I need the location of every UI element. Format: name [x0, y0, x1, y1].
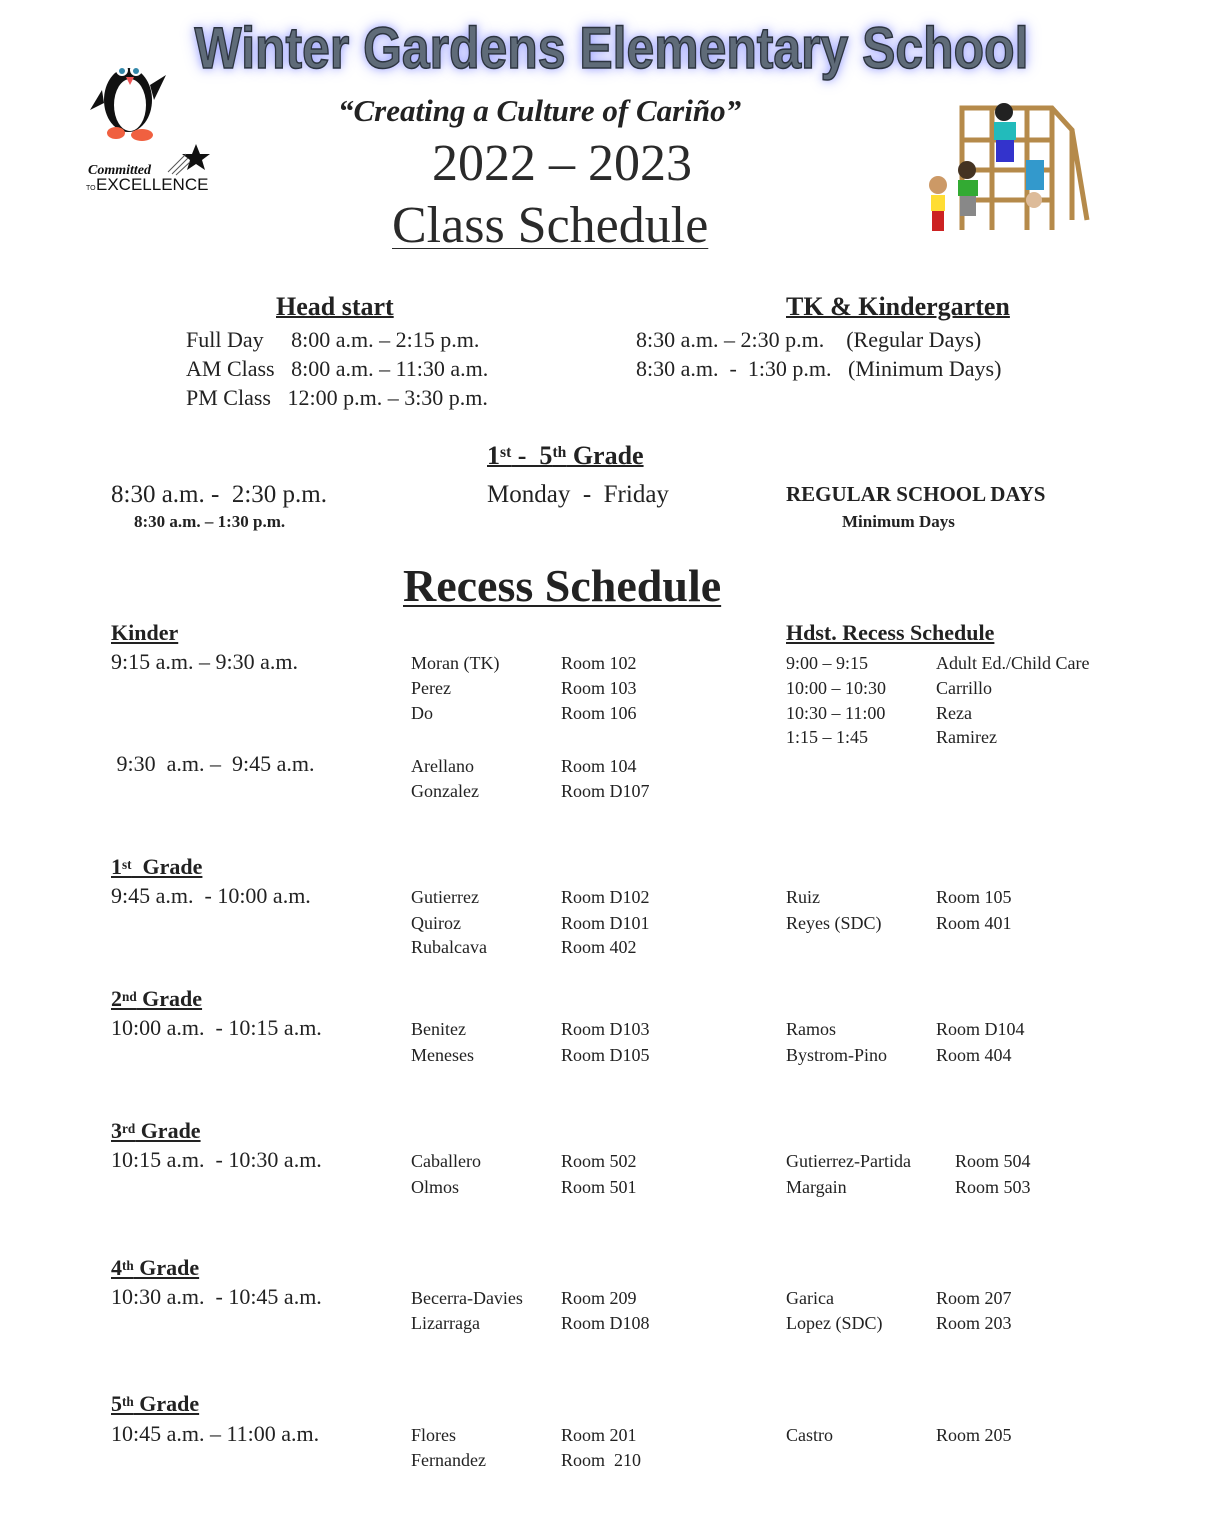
grade-recess-time: 9:45 a.m. - 10:00 a.m. — [111, 883, 311, 908]
minimum-days-label: Minimum Days — [842, 512, 955, 531]
teacher-name: Caballero — [411, 1151, 481, 1171]
tk-line: 8:30 a.m. – 2:30 p.m. (Regular Days) — [636, 327, 982, 352]
grade-label: Grade — [133, 1391, 200, 1416]
teacher-name: Bystrom-Pino — [786, 1045, 888, 1065]
hdst-time: 10:00 – 10:30 — [786, 678, 887, 698]
head-start-line: AM Class 8:00 a.m. – 11:30 a.m. — [186, 356, 489, 381]
room-number: Room D105 — [561, 1045, 650, 1065]
hdst-time: 9:00 – 9:15 — [786, 653, 869, 673]
hdst-recess-heading: Hdst. Recess Schedule — [786, 620, 995, 645]
room-number: Room D107 — [561, 781, 650, 801]
svg-text:TO: TO — [86, 185, 96, 192]
room-number: Room 210 — [561, 1450, 642, 1470]
grade-suffix: rd — [122, 1121, 136, 1136]
room-number: Room 402 — [561, 937, 637, 957]
school-year: 2022 – 2023 — [432, 135, 692, 192]
grade-suffix: th — [122, 1394, 134, 1409]
tk-line: 8:30 a.m. - 1:30 p.m. (Minimum Days) — [636, 356, 1002, 381]
grade-suffix: nd — [122, 989, 137, 1004]
kinder-time: 9:15 a.m. – 9:30 a.m. — [111, 649, 298, 674]
teacher-name: Arellano — [411, 756, 474, 776]
room-number: Room 207 — [936, 1288, 1012, 1308]
committed-to-excellence-logo — [86, 142, 212, 194]
room-number: Room 106 — [561, 703, 637, 723]
grades-1-5-heading — [487, 443, 644, 469]
room-number: Room 502 — [561, 1151, 637, 1171]
kinder-time: 9:30 a.m. – 9:45 a.m. — [111, 751, 315, 776]
teacher-name: Gutierrez — [411, 887, 479, 907]
room-number: Room 501 — [561, 1177, 637, 1197]
grade-heading — [111, 1257, 199, 1279]
hdst-time: 1:15 – 1:45 — [786, 727, 869, 747]
teacher-name: Fernandez — [411, 1450, 486, 1470]
grade-suffix: st — [122, 857, 132, 872]
penguin-mascot-icon — [88, 45, 170, 143]
teacher-name: Rubalcava — [411, 937, 487, 957]
grade-suffix: th — [122, 1258, 134, 1273]
room-number: Room 103 — [561, 678, 637, 698]
teacher-name: Margain — [786, 1177, 847, 1197]
head-start-heading: Head start — [276, 292, 394, 321]
teacher-name: Lopez (SDC) — [786, 1313, 883, 1333]
teacher-name: Do — [411, 703, 433, 723]
teacher-name: Flores — [411, 1425, 456, 1445]
room-number: Room 504 — [955, 1151, 1031, 1171]
teacher-name: Gonzalez — [411, 781, 479, 801]
grade-heading — [111, 1393, 199, 1415]
hdst-class: Reza — [936, 703, 972, 723]
teacher-name: Becerra-Davies — [411, 1288, 523, 1308]
hdst-class: Adult Ed./Child Care — [936, 653, 1090, 673]
room-number: Room D108 — [561, 1313, 650, 1333]
head-start-line: PM Class 12:00 p.m. – 3:30 p.m. — [186, 385, 488, 410]
heading-sup: th — [552, 444, 567, 461]
grade-number: 5 — [111, 1391, 122, 1416]
heading-part: 1 — [487, 441, 500, 470]
grade-recess-time: 10:00 a.m. - 10:15 a.m. — [111, 1015, 322, 1040]
hdst-class: Ramirez — [936, 727, 997, 747]
regular-days-label: REGULAR SCHOOL DAYS — [786, 482, 1046, 506]
heading-part: Grade — [566, 441, 644, 470]
regular-time: 8:30 a.m. - 2:30 p.m. — [111, 481, 327, 508]
room-number: Room D103 — [561, 1019, 650, 1039]
teacher-name: Garica — [786, 1288, 834, 1308]
grade-number: 3 — [111, 1118, 122, 1143]
teacher-name: Gutierrez-Partida — [786, 1151, 911, 1171]
room-number: Room 102 — [561, 653, 637, 673]
grade-label: Grade — [131, 854, 203, 879]
teacher-name: Perez — [411, 678, 451, 698]
teacher-name: Reyes (SDC) — [786, 913, 882, 933]
grade-label: Grade — [133, 1255, 200, 1280]
hdst-class: Carrillo — [936, 678, 992, 698]
room-number: Room 203 — [936, 1313, 1012, 1333]
room-number: Room D101 — [561, 913, 650, 933]
teacher-name: Olmos — [411, 1177, 460, 1197]
room-number: Room 401 — [936, 913, 1012, 933]
room-number: Room 104 — [561, 756, 637, 776]
grade-number: 1 — [111, 854, 122, 879]
room-number: Room 105 — [936, 887, 1012, 907]
teacher-name: Benitez — [411, 1019, 466, 1039]
page-title: Class Schedule — [392, 197, 709, 254]
svg-text:EXCELLENCE: EXCELLENCE — [96, 175, 209, 194]
kids-on-jungle-gym-illustration — [922, 100, 1092, 235]
heading-sup: st — [500, 444, 512, 461]
room-number: Room D104 — [936, 1019, 1025, 1039]
grade-recess-time: 10:15 a.m. - 10:30 a.m. — [111, 1147, 322, 1172]
teacher-name: Ruiz — [786, 887, 820, 907]
room-number: Room 503 — [955, 1177, 1031, 1197]
grade-recess-time: 10:30 a.m. - 10:45 a.m. — [111, 1284, 322, 1309]
hdst-time: 10:30 – 11:00 — [786, 703, 886, 723]
room-number: Room 201 — [561, 1425, 637, 1445]
grade-recess-time: 10:45 a.m. – 11:00 a.m. — [111, 1421, 320, 1446]
head-start-line: Full Day 8:00 a.m. – 2:15 p.m. — [186, 327, 480, 352]
grade-heading — [111, 988, 202, 1010]
teacher-name: Meneses — [411, 1045, 474, 1065]
recess-heading: Recess Schedule — [403, 560, 722, 611]
room-number: Room D102 — [561, 887, 650, 907]
grade-heading — [111, 856, 202, 878]
teacher-name: Quiroz — [411, 913, 461, 933]
tk-kinder-heading: TK & Kindergarten — [786, 292, 1010, 321]
grade-number: 2 — [111, 986, 122, 1011]
school-name: Winter Gardens Elementary School — [194, 16, 1029, 81]
school-motto: “Creating a Culture of Cariño” — [338, 93, 742, 128]
grade-label: Grade — [135, 1118, 201, 1143]
svg-text:Committed: Committed — [88, 163, 151, 178]
room-number: Room 209 — [561, 1288, 637, 1308]
room-number: Room 205 — [936, 1425, 1012, 1445]
teacher-name: Castro — [786, 1425, 833, 1445]
school-days: Monday - Friday — [487, 481, 669, 508]
heading-part: - 5 — [511, 441, 553, 470]
teacher-name: Moran (TK) — [411, 653, 500, 673]
minimum-time: 8:30 a.m. – 1:30 p.m. — [134, 512, 286, 531]
room-number: Room 404 — [936, 1045, 1012, 1065]
kinder-heading: Kinder — [111, 620, 179, 645]
grade-heading — [111, 1120, 201, 1142]
teacher-name: Ramos — [786, 1019, 837, 1039]
grade-label: Grade — [136, 986, 203, 1011]
teacher-name: Lizarraga — [411, 1313, 480, 1333]
grade-number: 4 — [111, 1255, 122, 1280]
